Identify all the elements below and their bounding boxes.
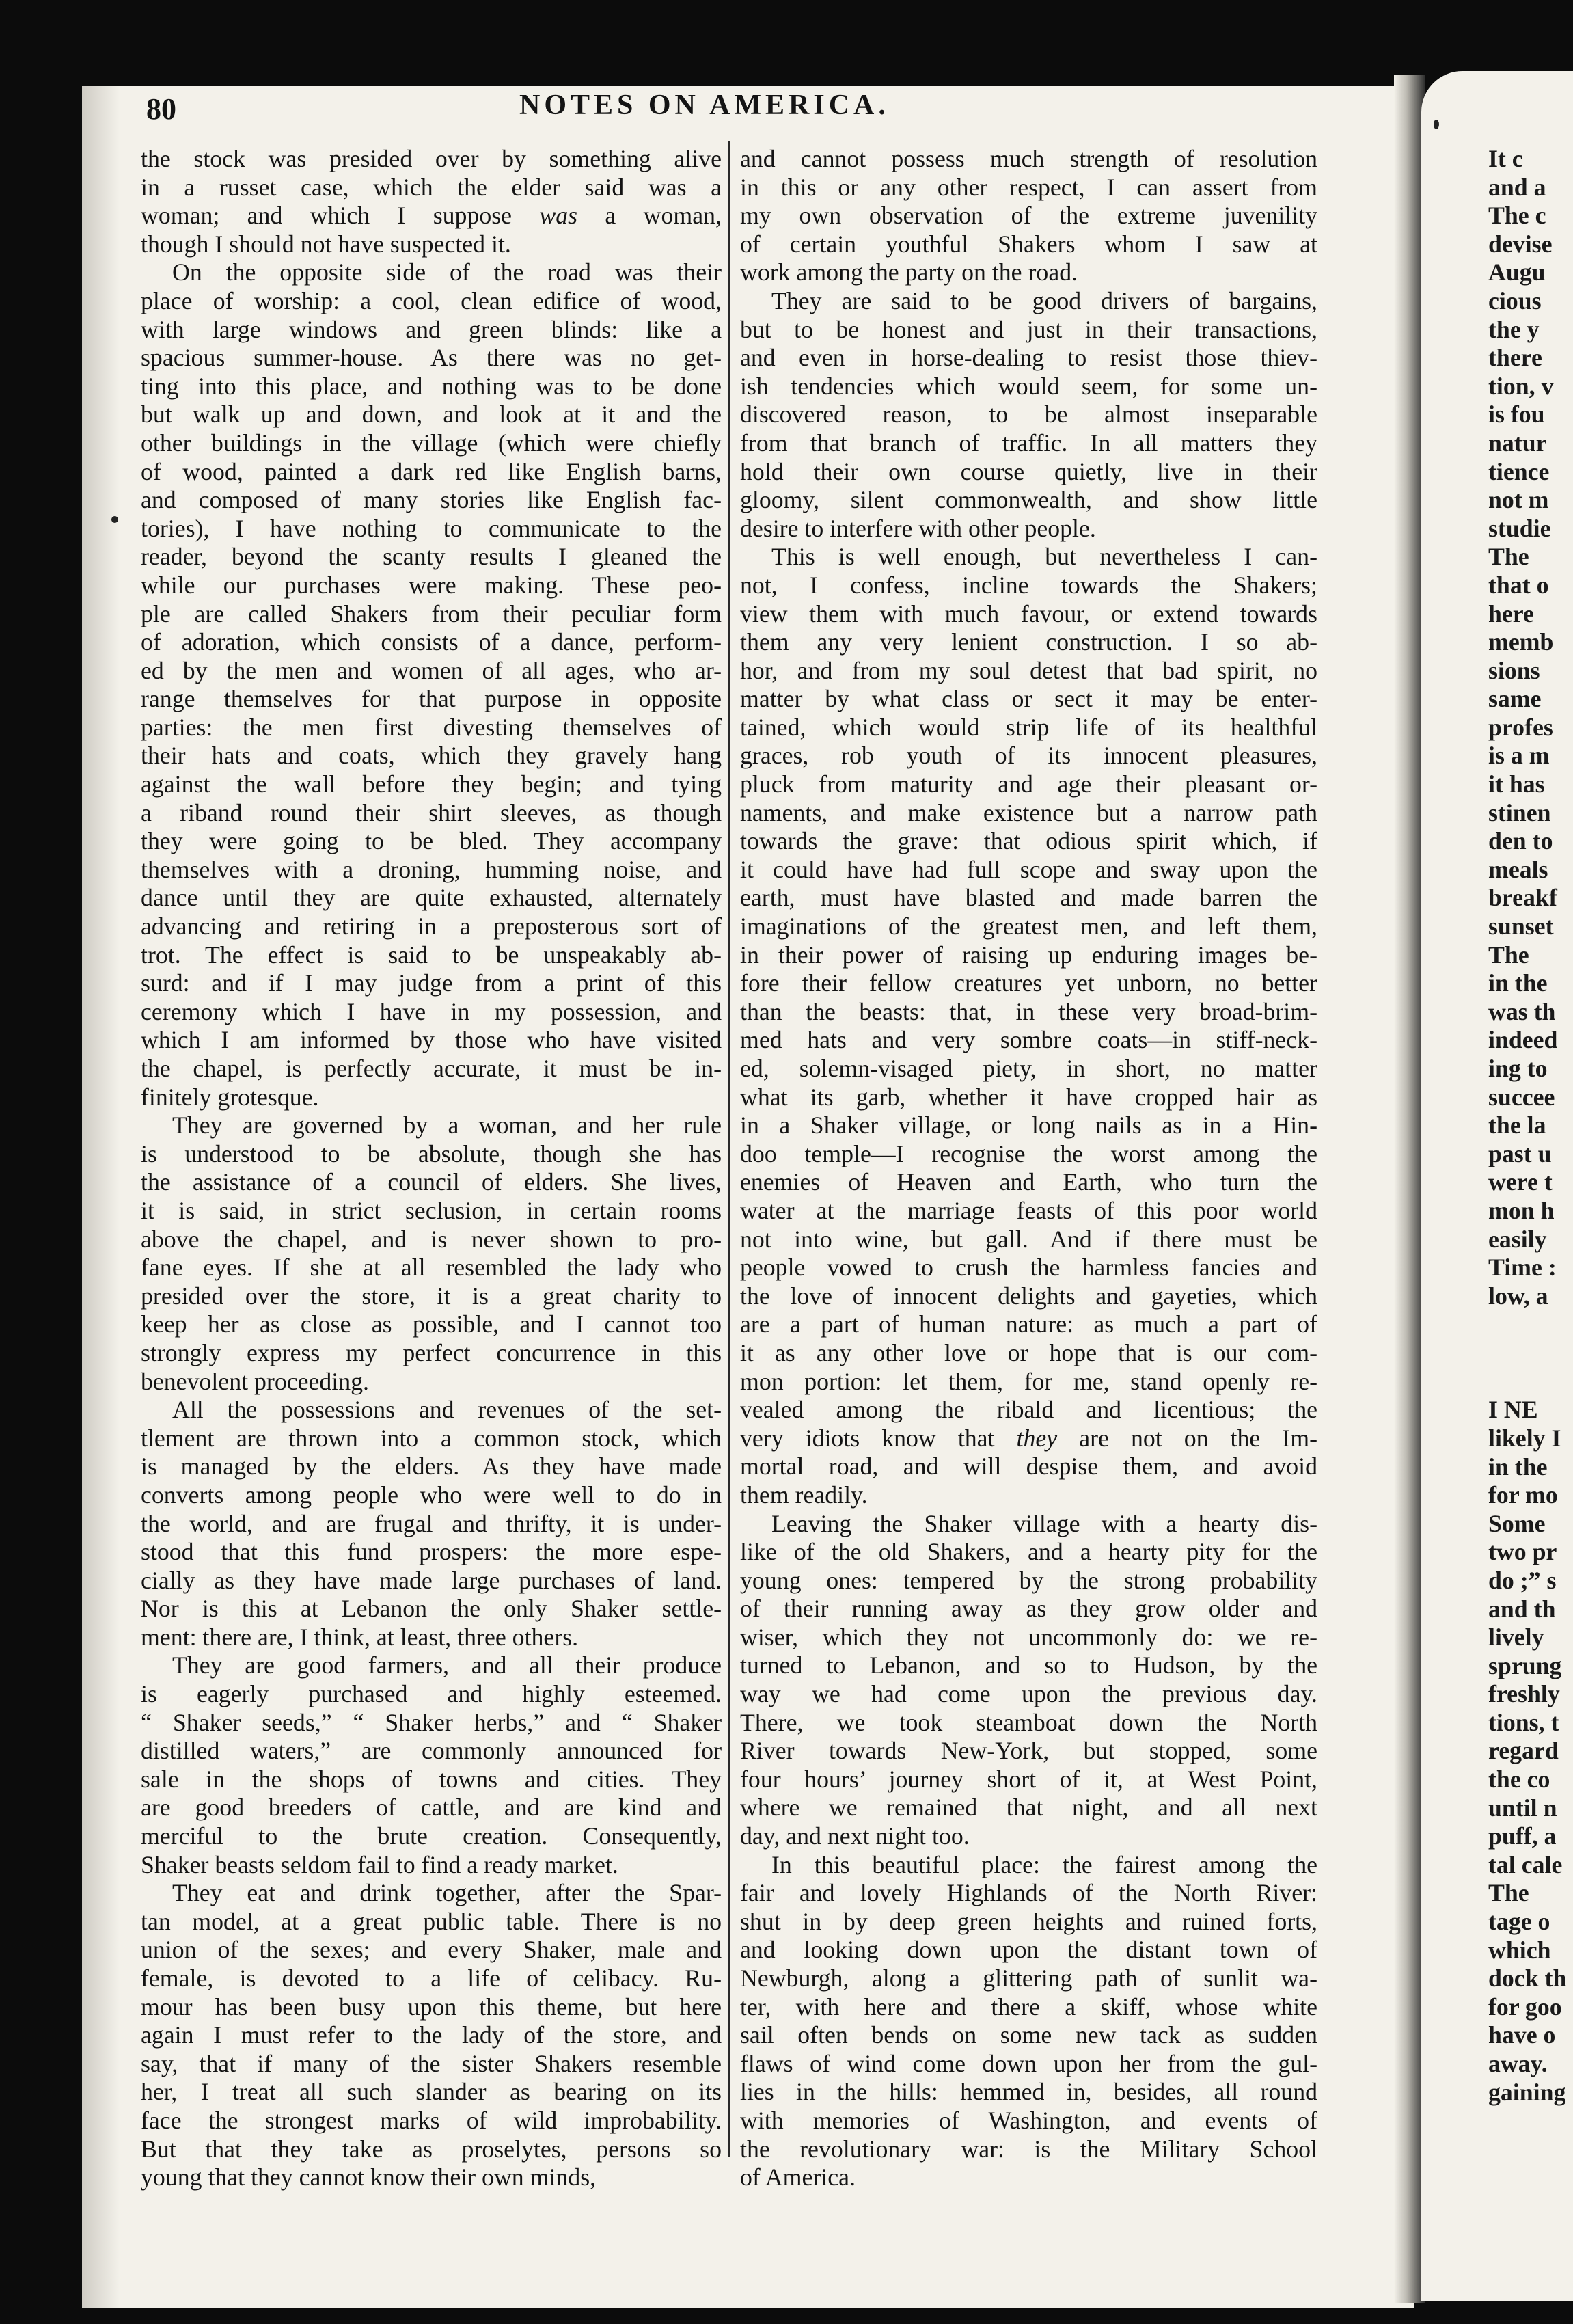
text-line: against the wall before they begin; and tying xyxy=(141,770,722,798)
text-line: tan model, at a great public table. There is no xyxy=(141,1907,722,1935)
adjacent-page-fragment: same xyxy=(1488,685,1542,713)
column-rule xyxy=(728,141,730,2157)
adjacent-page-text xyxy=(1488,145,1573,2107)
adjacent-page-fragment: tal cale xyxy=(1488,1850,1563,1878)
text-line: reader, beyond the scanty results I gleaned the xyxy=(141,543,722,571)
adjacent-page-fragment: I NE xyxy=(1488,1396,1538,1424)
adjacent-page-fragment: Some xyxy=(1488,1509,1546,1537)
adjacent-page-fragment: the y xyxy=(1488,315,1540,343)
adjacent-page-fragment: tience xyxy=(1488,457,1550,485)
page-number: 80 xyxy=(146,92,176,126)
text-line: tlement are thrown into a common stock, which xyxy=(141,1424,722,1452)
text-line: advancing and retiring in a preposterous sort of xyxy=(141,913,722,941)
adjacent-page-fragment: tion, v xyxy=(1488,372,1554,400)
text-line: say, that if many of the sister Shakers resemble xyxy=(141,2049,722,2077)
text-line: of adoration, which consists of a dance, perform- xyxy=(141,628,722,656)
text-line: ting into this place, and nothing was to be done xyxy=(141,372,722,400)
text-line: are good breeders of cattle, and are kind and xyxy=(141,1794,722,1822)
text-line: which I am informed by those who have visited xyxy=(141,1026,722,1054)
adjacent-page-fragment: puff, a xyxy=(1488,1822,1557,1850)
text-line: but to be honest and just in their transactions, xyxy=(740,315,1317,343)
scan-speck xyxy=(1434,120,1439,129)
text-line: themselves with a droning, humming noise, and xyxy=(141,855,722,883)
adjacent-page-fragment: not m xyxy=(1488,486,1549,514)
text-line: are a part of human nature: as much a part of xyxy=(740,1310,1317,1338)
text-line: strongly express my perfect concurrence in this xyxy=(141,1338,722,1366)
adjacent-page-fragment: there xyxy=(1488,344,1542,372)
text-line: earth, must have blasted and made barren the xyxy=(740,884,1317,912)
text-line: “ Shaker seeds,” “ Shaker herbs,” and “ Shaker xyxy=(141,1708,722,1736)
text-line: from that branch of traffic. In all matters they xyxy=(740,429,1317,457)
adjacent-page-fragment: memb xyxy=(1488,628,1554,656)
text-line: their hats and coats, which they gravely hang xyxy=(141,742,722,770)
adjacent-page-fragment: profes xyxy=(1488,713,1553,741)
text-line: union of the sexes; and every Shaker, male and xyxy=(141,1936,722,1964)
adjacent-page-fragment: Augu xyxy=(1488,258,1546,286)
text-line: the revolutionary war: is the Military School xyxy=(740,2135,1317,2163)
text-line: is understood to be absolute, though she has xyxy=(141,1139,722,1167)
text-line: ment: there are, I think, at least, three others. xyxy=(141,1623,579,1651)
text-line: and even in horse-dealing to resist those thiev- xyxy=(740,344,1317,372)
text-line: This is well enough, but nevertheless I can- xyxy=(771,543,1317,571)
text-line: ple are called Shakers from their peculiar form xyxy=(141,599,722,627)
text-line: presided over the store, it is a great charity to xyxy=(141,1282,722,1310)
text-line: my own observation of the extreme juvenility xyxy=(740,202,1317,230)
adjacent-page-fragment: sions xyxy=(1488,656,1540,684)
text-line: way we had come upon the previous day. xyxy=(740,1680,1317,1708)
text-line: lies in the hills: hemmed in, besides, all round xyxy=(740,2078,1317,2106)
text-line: benevolent proceeding. xyxy=(141,1367,369,1395)
text-line: enemies of Heaven and Earth, who turn the xyxy=(740,1168,1317,1196)
text-line: but walk up and down, and look at it and the xyxy=(141,401,722,429)
adjacent-page-fragment: The xyxy=(1488,941,1529,969)
text-line: day, and next night too. xyxy=(740,1822,970,1850)
text-line: and composed of many stories like English fac- xyxy=(141,486,722,514)
adjacent-page-fragment: was th xyxy=(1488,997,1556,1025)
text-line: of wood, painted a dark red like English barns, xyxy=(141,457,722,485)
text-line: surd: and if I may judge from a print of this xyxy=(141,969,722,997)
adjacent-page-fragment: lively xyxy=(1488,1623,1544,1651)
text-line: matter by what class or sect it may be enter- xyxy=(740,685,1317,713)
adjacent-page-fragment: sprung xyxy=(1488,1651,1562,1679)
text-line: They eat and drink together, after the Spar- xyxy=(172,1879,722,1907)
adjacent-page-fragment: The c xyxy=(1488,202,1546,230)
text-line: desire to interfere with other people. xyxy=(740,514,1096,542)
adjacent-page-fragment: here xyxy=(1488,599,1534,627)
text-line: But that they take as proselytes, persons so xyxy=(141,2135,722,2163)
adjacent-page-fragment: studie xyxy=(1488,514,1551,542)
adjacent-page-fragment: and a xyxy=(1488,173,1546,201)
text-line: mortal road, and will despise them, and avoid xyxy=(740,1452,1317,1481)
text-line: Leaving the Shaker village with a hearty dis- xyxy=(771,1509,1317,1537)
adjacent-page-fragment: The xyxy=(1488,1879,1529,1907)
text-line: gloomy, silent commonwealth, and show little xyxy=(740,486,1317,514)
text-line: They are said to be good drivers of bargains, xyxy=(771,286,1317,314)
adjacent-page-fragment: stinen xyxy=(1488,798,1551,826)
text-line: the assistance of a council of elders. She lives, xyxy=(141,1168,722,1196)
text-line: Nor is this at Lebanon the only Shaker settle- xyxy=(141,1595,722,1623)
adjacent-page-fragment: until n xyxy=(1488,1794,1557,1822)
text-line: young that they cannot know their own minds, xyxy=(141,2163,597,2191)
text-line: shut in by deep green heights and ruined forts, xyxy=(740,1907,1317,1935)
text-line: is eagerly purchased and highly esteemed. xyxy=(141,1680,722,1708)
text-line: cially as they have made large purchases of land. xyxy=(141,1566,722,1594)
text-line: hold their own course quietly, live in their xyxy=(740,457,1317,485)
adjacent-page-fragment: the co xyxy=(1488,1766,1550,1794)
adjacent-page-fragment: The xyxy=(1488,543,1529,571)
text-line: hor, and from my soul detest that bad spirit, no xyxy=(740,656,1317,684)
text-line: very idiots know that they are not on the Im- xyxy=(740,1424,1317,1452)
text-line: in a Shaker village, or long nails as in a Hin- xyxy=(740,1111,1317,1139)
text-line: and cannot possess much strength of resolution xyxy=(740,145,1317,172)
text-line: in this or any other respect, I can assert from xyxy=(740,173,1317,201)
text-line: female, is devoted to a life of celibacy. Ru- xyxy=(141,1964,722,1992)
text-line: distilled waters,” are commonly announced for xyxy=(141,1737,722,1765)
text-line: keep her as close as possible, and I cannot too xyxy=(141,1310,722,1338)
adjacent-page-gap xyxy=(1488,1310,1573,1396)
text-line: the love of innocent delights and gayeties, which xyxy=(740,1282,1317,1310)
text-line: above the chapel, and is never shown to pro- xyxy=(141,1225,722,1253)
adjacent-page-fragment: in the xyxy=(1488,1452,1548,1481)
text-line: while our purchases were making. These peo- xyxy=(141,571,722,599)
text-line: is managed by the elders. As they have made xyxy=(141,1452,722,1481)
text-line: sale in the shops of towns and cities. They xyxy=(141,1765,722,1793)
text-line: pluck from maturity and age their pleasant or- xyxy=(740,770,1317,798)
text-line: They are governed by a woman, and her rule xyxy=(172,1111,722,1139)
text-line: her, I treat all such slander as bearing on its xyxy=(141,2078,722,2106)
text-line: ed, solemn-visaged piety, in short, no matter xyxy=(740,1055,1317,1082)
text-line: wiser, which they not uncommonly do: we re- xyxy=(740,1623,1317,1651)
text-line: spacious summer-house. As there was no get- xyxy=(141,344,722,372)
text-line: trot. The effect is said to be unspeakably ab- xyxy=(141,941,722,969)
adjacent-page-fragment: succee xyxy=(1488,1083,1555,1111)
text-line: it could have had full scope and sway upon the xyxy=(740,855,1317,883)
adjacent-page-fragment: ing to xyxy=(1488,1055,1548,1082)
adjacent-page-fragment: low, a xyxy=(1488,1282,1548,1310)
text-line: converts among people who were well to do in xyxy=(141,1481,722,1509)
text-line: graces, rob youth of its innocent pleasures, xyxy=(740,742,1317,770)
text-line: with large windows and green blinds: like a xyxy=(141,315,722,343)
text-line: ter, with here and there a skiff, whose white xyxy=(740,1992,1317,2021)
adjacent-page-fragment: two pr xyxy=(1488,1538,1557,1566)
adjacent-page-fragment: regard xyxy=(1488,1737,1559,1765)
text-line: the chapel, is perfectly accurate, it must be in- xyxy=(141,1055,722,1082)
text-line: like of the old Shakers, and a hearty pity for the xyxy=(740,1538,1317,1566)
adjacent-page-fragment: Time : xyxy=(1488,1254,1557,1282)
text-line: There, we took steamboat down the North xyxy=(740,1708,1317,1736)
adjacent-page-fragment: is fou xyxy=(1488,401,1545,429)
adjacent-page-fragment: breakf xyxy=(1488,884,1557,912)
page-edge-shading xyxy=(82,86,120,2308)
text-line: a riband round their shirt sleeves, as though xyxy=(141,798,722,826)
text-line: towards the grave: that odious spirit which, if xyxy=(740,827,1317,855)
text-line: they were going to be bled. They accompany xyxy=(141,827,722,855)
text-line: imaginations of the greatest men, and left them, xyxy=(740,913,1317,941)
text-line: people vowed to crush the harmless fancies and xyxy=(740,1254,1317,1282)
adjacent-page-fragment: cious xyxy=(1488,286,1542,314)
text-line: ceremony which I have in my possession, and xyxy=(141,997,722,1025)
text-line: discovered reason, to be almost inseparable xyxy=(740,401,1317,429)
adjacent-page-fragment: tions, t xyxy=(1488,1708,1559,1736)
text-line: the stock was presided over by something alive xyxy=(141,145,722,172)
text-line: sail often bends on some new tack as sudden xyxy=(740,2021,1317,2049)
text-column-right xyxy=(740,145,1317,2192)
text-line: merciful to the brute creation. Consequently, xyxy=(141,1822,722,1850)
text-line: it as any other love or hope that is our com- xyxy=(740,1338,1317,1366)
text-line: med hats and very sombre coats—in stiff-neck- xyxy=(740,1026,1317,1054)
adjacent-page-fragment: easily xyxy=(1488,1225,1547,1253)
adjacent-page-fragment: It c xyxy=(1488,145,1523,172)
text-line: with memories of Washington, and events of xyxy=(740,2106,1317,2134)
adjacent-page-fragment: which xyxy=(1488,1936,1551,1964)
text-line: again I must refer to the lady of the store, and xyxy=(141,2021,722,2049)
text-line: stood that this fund prospers: the more espe- xyxy=(141,1538,722,1566)
text-line: work among the party on the road. xyxy=(740,258,1078,286)
text-line: it is said, in strict seclusion, in certain rooms xyxy=(141,1196,722,1224)
text-line: of certain youthful Shakers whom I saw at xyxy=(740,230,1317,258)
text-line: tories), I have nothing to communicate to the xyxy=(141,514,722,542)
text-line: of America. xyxy=(740,2163,856,2191)
text-line: mon portion: let them, for me, stand openly re- xyxy=(740,1367,1317,1395)
text-line: them any very lenient construction. I so ab- xyxy=(740,628,1317,656)
text-column-left xyxy=(141,145,722,2192)
text-line: All the possessions and revenues of the set- xyxy=(172,1396,722,1424)
text-line: They are good farmers, and all their produce xyxy=(172,1651,722,1679)
adjacent-page-fragment: and th xyxy=(1488,1595,1556,1623)
adjacent-page-fragment: in the xyxy=(1488,969,1548,997)
text-line: place of worship: a cool, clean edifice of wood, xyxy=(141,286,722,314)
text-line: woman; and which I suppose was a woman, xyxy=(141,202,722,230)
adjacent-page-fragment: it has xyxy=(1488,770,1545,798)
text-line: them readily. xyxy=(740,1481,868,1509)
text-line: fane eyes. If she at all resembled the lady who xyxy=(141,1254,722,1282)
text-line: doo temple—I recognise the worst among the xyxy=(740,1139,1317,1167)
adjacent-page-fragment: meals xyxy=(1488,855,1548,883)
text-line: view them with much favour, or extend towards xyxy=(740,599,1317,627)
text-line: dance until they are quite exhausted, alternately xyxy=(141,884,722,912)
text-line: four hours’ journey short of it, at West Point, xyxy=(740,1765,1317,1793)
text-line: in their power of raising up enduring images be- xyxy=(740,941,1317,969)
adjacent-page-fragment: gaining xyxy=(1488,2078,1566,2106)
adjacent-page-fragment: were t xyxy=(1488,1168,1553,1196)
text-line: flaws of wind come down upon her from the gul- xyxy=(740,2049,1317,2077)
adjacent-page-fragment: likely I xyxy=(1488,1424,1561,1452)
adjacent-page-fragment: that o xyxy=(1488,571,1549,599)
text-line: where we remained that night, and all next xyxy=(740,1794,1317,1822)
adjacent-page-fragment: the la xyxy=(1488,1111,1546,1139)
running-head: NOTES ON AMERICA. xyxy=(519,90,890,121)
text-line: naments, and make existence but a narrow path xyxy=(740,798,1317,826)
text-line: parties: the men first divesting themselves of xyxy=(141,713,722,741)
text-line: River towards New-York, but stopped, some xyxy=(740,1737,1317,1765)
adjacent-page-fragment: have o xyxy=(1488,2021,1556,2049)
text-line: Newburgh, along a glittering path of sunlit wa- xyxy=(740,1964,1317,1992)
text-line: the world, and are frugal and thrifty, it is under- xyxy=(141,1509,722,1537)
adjacent-page-fragment: sunset xyxy=(1488,913,1554,941)
text-line: fair and lovely Highlands of the North River: xyxy=(740,1879,1317,1907)
adjacent-page-fragment: freshly xyxy=(1488,1680,1560,1708)
adjacent-page-fragment: indeed xyxy=(1488,1026,1558,1054)
text-line: ish tendencies which would seem, for some un- xyxy=(740,372,1317,400)
adjacent-page-fragment: is a m xyxy=(1488,742,1550,770)
text-line: On the opposite side of the road was their xyxy=(172,258,722,286)
adjacent-page-fragment: devise xyxy=(1488,230,1553,258)
text-line: finitely grotesque. xyxy=(141,1083,319,1111)
text-line: fore their fellow creatures yet unborn, no better xyxy=(740,969,1317,997)
adjacent-page-fragment: dock th xyxy=(1488,1964,1567,1992)
text-line: in a russet case, which the elder said was a xyxy=(141,173,722,201)
text-line: tained, which would strip life of its healthful xyxy=(740,713,1317,741)
text-line: face the strongest marks of wild improbability. xyxy=(141,2106,722,2134)
text-line: In this beautiful place: the fairest among the xyxy=(771,1850,1317,1878)
adjacent-page-fragment: for mo xyxy=(1488,1481,1558,1509)
text-line: turned to Lebanon, and so to Hudson, by the xyxy=(740,1651,1317,1679)
adjacent-page-fragment: tage o xyxy=(1488,1908,1550,1936)
text-line: vealed among the ribald and licentious; the xyxy=(740,1396,1317,1424)
text-line: and looking down upon the distant town of xyxy=(740,1936,1317,1964)
text-line: other buildings in the village (which were chiefly xyxy=(141,429,722,457)
text-line: young ones: tempered by the strong probability xyxy=(740,1566,1317,1594)
text-line: water at the marriage feasts of this poor world xyxy=(740,1196,1317,1224)
adjacent-page-fragment: do ;” s xyxy=(1488,1566,1557,1594)
text-line: ed by the men and women of all ages, who ar- xyxy=(141,656,722,684)
text-line: Shaker beasts seldom fail to find a ready market. xyxy=(141,1850,618,1878)
text-line: not, I confess, incline towards the Shakers; xyxy=(740,571,1317,599)
text-line: range themselves for that purpose in opposite xyxy=(141,685,722,713)
adjacent-page-fragment: for goo xyxy=(1488,1992,1562,2021)
text-line: of their running away as they grow older and xyxy=(740,1595,1317,1623)
adjacent-page-fragment: den to xyxy=(1488,827,1553,855)
text-line: not into wine, but gall. And if there must be xyxy=(740,1225,1317,1253)
adjacent-page-fragment: natur xyxy=(1488,429,1547,457)
text-line: mour has been busy upon this theme, but here xyxy=(141,1992,722,2021)
scan-speck xyxy=(111,516,118,523)
adjacent-page-fragment: past u xyxy=(1488,1139,1552,1167)
adjacent-page-fragment: mon h xyxy=(1488,1196,1555,1224)
text-line: than the beasts: that, in these very broad-brim- xyxy=(740,997,1317,1025)
text-line: though I should not have suspected it. xyxy=(141,230,511,258)
text-line: what its garb, whether it have cropped hair as xyxy=(740,1083,1317,1111)
adjacent-page-fragment: away. xyxy=(1488,2050,1548,2077)
